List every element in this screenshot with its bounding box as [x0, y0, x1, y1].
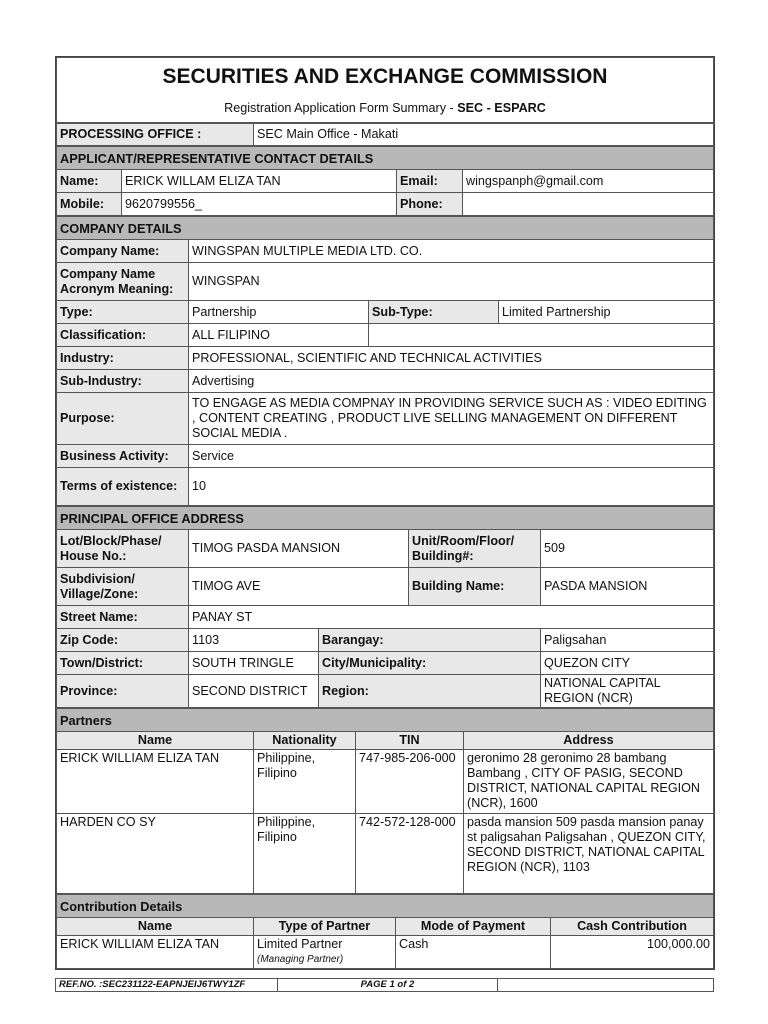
footer-empty [498, 979, 714, 992]
partners-header-address: Address [464, 732, 714, 750]
page-footer [55, 978, 714, 992]
address-town-label: Town/District: [57, 652, 189, 675]
address-barangay-value: Paligsahan [541, 629, 714, 652]
contact-mobile-value: 9620799556_ [122, 193, 397, 216]
company-type-label: Type: [57, 301, 189, 324]
company-subtype-label: Sub-Type: [369, 301, 499, 324]
contact-section-header: APPLICANT/REPRESENTATIVE CONTACT DETAILS [57, 147, 714, 170]
contribution-header-name: Name [57, 918, 254, 936]
contribution-table [56, 894, 714, 969]
company-section-header: COMPANY DETAILS [57, 217, 714, 240]
address-subdivision-value: TIMOG AVE [189, 568, 409, 606]
contribution-header-type: Type of Partner [254, 918, 396, 936]
address-zip-value: 1103 [189, 629, 319, 652]
address-zip-label: Zip Code: [57, 629, 189, 652]
form-subtitle [57, 94, 714, 123]
address-unit-label: Unit/Room/Floor/ Building#: [409, 530, 541, 568]
address-city-value: QUEZON CITY [541, 652, 714, 675]
company-classification-value: ALL FILIPINO [189, 324, 369, 347]
partners-header-name: Name [57, 732, 254, 750]
company-acronym-label: Company Name Acronym Meaning: [57, 263, 189, 301]
partners-header-tin: TIN [356, 732, 464, 750]
address-barangay-label: Barangay: [319, 629, 541, 652]
address-lot-value: TIMOG PASDA MANSION [189, 530, 409, 568]
contact-phone-value [463, 193, 714, 216]
address-province-label: Province: [57, 675, 189, 708]
partner-address: pasda mansion 509 pasda mansion panay st paligsahan Paligsahan , QUEZON CITY, SECOND DISTRICT, NATIONAL CAPITAL REGION (NCR), 1103 [464, 814, 714, 894]
address-subdivision-label: Subdivision/ Village/Zone: [57, 568, 189, 606]
partner-nationality: Philippine, Filipino [254, 750, 356, 814]
subtitle-prefix: Registration Application Form Summary - [224, 100, 458, 115]
address-building-label: Building Name: [409, 568, 541, 606]
company-purpose-label: Purpose: [57, 393, 189, 445]
address-region-value: NATIONAL CAPITAL REGION (NCR) [541, 675, 714, 708]
company-subtype-value: Limited Partnership [499, 301, 714, 324]
company-activity-label: Business Activity: [57, 445, 189, 468]
company-classification-empty [369, 324, 714, 347]
address-province-value: SECOND DISTRICT [189, 675, 319, 708]
contribution-header-cash: Cash Contribution [551, 918, 714, 936]
table-row [57, 750, 714, 814]
address-lot-label: Lot/Block/Phase/ House No.: [57, 530, 189, 568]
company-classification-label: Classification: [57, 324, 189, 347]
company-industry-label: Industry: [57, 347, 189, 370]
contribution-type [254, 936, 396, 969]
processing-office-value: SEC Main Office - Makati [254, 124, 714, 146]
company-purpose-value: TO ENGAGE AS MEDIA COMPNAY IN PROVIDING SERVICE SUCH AS : VIDEO EDITING , CONTENT CREATING , PRODUCT LIVE SELLING MANAGEMENT ON DIFFERENT SOCIAL MEDIA . [189, 393, 714, 445]
address-street-value: PANAY ST [189, 606, 714, 629]
contact-phone-label: Phone: [397, 193, 463, 216]
contact-email-value: wingspanph@gmail.com [463, 170, 714, 193]
contact-table [56, 146, 714, 216]
contribution-type-note: (Managing Partner) [257, 954, 344, 965]
contribution-header-mode: Mode of Payment [396, 918, 551, 936]
contribution-name: ERICK WILLIAM ELIZA TAN [57, 936, 254, 969]
partner-name: ERICK WILLIAM ELIZA TAN [57, 750, 254, 814]
company-industry-value: PROFESSIONAL, SCIENTIFIC AND TECHNICAL ACTIVITIES [189, 347, 714, 370]
partners-header-nationality: Nationality [254, 732, 356, 750]
table-row [57, 814, 714, 894]
company-acronym-value: WINGSPAN [189, 263, 714, 301]
partners-section-header: Partners [57, 709, 714, 732]
form-title: SECURITIES AND EXCHANGE COMMISSION [57, 58, 714, 95]
company-name-value: WINGSPAN MULTIPLE MEDIA LTD. CO. [189, 240, 714, 263]
contact-name-label: Name: [57, 170, 122, 193]
partner-tin: 742-572-128-000 [356, 814, 464, 894]
company-terms-value: 10 [189, 468, 714, 506]
partner-name: HARDEN CO SY [57, 814, 254, 894]
reference-number: REF.NO. :SEC231122-EAPNJEIJ6TWY1ZF [56, 979, 278, 992]
partner-nationality: Philippine, Filipino [254, 814, 356, 894]
contact-name-value: ERICK WILLAM ELIZA TAN [122, 170, 397, 193]
company-subindustry-label: Sub-Industry: [57, 370, 189, 393]
contribution-cash: 100,000.00 [551, 936, 714, 969]
processing-office-table [56, 123, 714, 146]
contribution-mode: Cash [396, 936, 551, 969]
partner-address: geronimo 28 geronimo 28 bambang Bambang , CITY OF PASIG, SECOND DISTRICT, NATIONAL CAPITAL REGION (NCR), 1600 [464, 750, 714, 814]
company-terms-label: Terms of existence: [57, 468, 189, 506]
address-street-label: Street Name: [57, 606, 189, 629]
address-section-header: PRINCIPAL OFFICE ADDRESS [57, 507, 714, 530]
address-unit-value: 509 [541, 530, 714, 568]
address-city-label: City/Municipality: [319, 652, 541, 675]
contribution-section-header: Contribution Details [57, 895, 714, 918]
partners-table [56, 708, 714, 894]
subtitle-system: SEC - ESPARC [457, 100, 546, 115]
company-type-value: Partnership [189, 301, 369, 324]
address-region-label: Region: [319, 675, 541, 708]
company-activity-value: Service [189, 445, 714, 468]
page-number: PAGE 1 of 2 [278, 979, 498, 992]
company-name-label: Company Name: [57, 240, 189, 263]
processing-office-label: PROCESSING OFFICE : [57, 124, 254, 146]
company-table [56, 216, 714, 506]
registration-form [55, 56, 715, 970]
partner-tin: 747-985-206-000 [356, 750, 464, 814]
contribution-type-value: Limited Partner [257, 937, 343, 951]
address-town-value: SOUTH TRINGLE [189, 652, 319, 675]
footer-table [55, 978, 714, 992]
table-row [57, 936, 714, 969]
contact-mobile-label: Mobile: [57, 193, 122, 216]
address-table [56, 506, 714, 708]
contact-email-label: Email: [397, 170, 463, 193]
company-subindustry-value: Advertising [189, 370, 714, 393]
form-header-table [56, 57, 714, 123]
address-building-value: PASDA MANSION [541, 568, 714, 606]
